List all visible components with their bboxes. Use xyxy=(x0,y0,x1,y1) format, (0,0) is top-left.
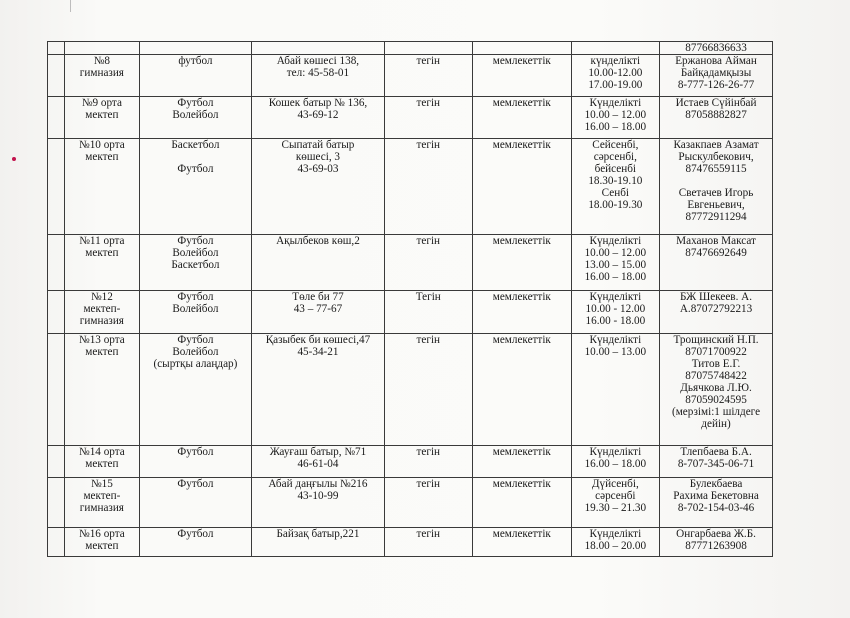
table-cell: Ержанова Айман Байқадамқызы 8-777-126-26-77 xyxy=(660,55,773,97)
table-cell: мемлекеттік xyxy=(473,55,572,97)
table-cell: Истаев Сүйінбай 87058882827 xyxy=(660,97,773,139)
table-cell: №9 орта мектеп xyxy=(65,97,139,139)
table-cell: мемлекеттік xyxy=(473,334,572,446)
table-cell: мемлекеттік xyxy=(473,139,572,235)
table-cell: Футбол Волейбол (сыртқы алаңдар) xyxy=(139,334,252,446)
table-cell xyxy=(384,42,472,55)
table-cell: БЖ Шекеев. А. А.87072792213 xyxy=(660,291,773,334)
table-row xyxy=(48,55,773,97)
table-cell: Футбол xyxy=(139,478,252,528)
table-cell: Булекбаева Рахима Бекетовна 8-702-154-03-46 xyxy=(660,478,773,528)
table-cell: №13 орта мектеп xyxy=(65,334,139,446)
row-margin-cell xyxy=(48,42,65,55)
table-cell: мемлекеттік xyxy=(473,446,572,478)
table-cell: футбол xyxy=(139,55,252,97)
table-row xyxy=(48,446,773,478)
table-cell: №16 орта мектеп xyxy=(65,528,139,557)
table-cell: Онгарбаева Ж.Б. 87771263908 xyxy=(660,528,773,557)
table-cell xyxy=(473,42,572,55)
table-cell xyxy=(252,42,384,55)
row-margin-cell xyxy=(48,334,65,446)
table-row xyxy=(48,478,773,528)
table-cell: Тлепбаева Б.А. 8-707-345-06-71 xyxy=(660,446,773,478)
table-cell: Күнделікті 10.00 – 12.00 13.00 – 15.00 16.00 – 18.00 xyxy=(571,235,659,291)
table-cell: Футбол Волейбол xyxy=(139,291,252,334)
table-cell: Күнделікті 10.00 – 12.00 16.00 – 18.00 xyxy=(571,97,659,139)
table-row xyxy=(48,528,773,557)
table-cell: Дүйсенбі, сәрсенбі 19.30 – 21.30 xyxy=(571,478,659,528)
table-cell: Казакпаев Азамат Рыскулбекович, 87476559115 Светачев Игорь Евгеньевич, 87772911294 xyxy=(660,139,773,235)
row-margin-cell xyxy=(48,528,65,557)
row-margin-cell xyxy=(48,446,65,478)
table-cell: Сыпатай батыр көшесі, 3 43-69-03 xyxy=(252,139,384,235)
table-cell: тегін xyxy=(384,446,472,478)
table-cell: тегін xyxy=(384,478,472,528)
row-margin-cell xyxy=(48,291,65,334)
table-cell: Футбол Волейбол xyxy=(139,97,252,139)
table-cell: Күнделікті 10.00 – 13.00 xyxy=(571,334,659,446)
sports-schedule-table xyxy=(47,41,773,557)
table-cell xyxy=(571,42,659,55)
table-cell: Күнделікті 16.00 – 18.00 xyxy=(571,446,659,478)
table-cell: Трощинский Н.П. 87071700922 Титов Е.Г. 87075748422 Дьячкова Л.Ю. 87059024595 (мерзімі:1 шілдеге дейін) xyxy=(660,334,773,446)
table-cell: 87766836633 xyxy=(660,42,773,55)
row-margin-cell xyxy=(48,55,65,97)
table-cell xyxy=(139,42,252,55)
table-cell: тегін xyxy=(384,97,472,139)
table-body xyxy=(48,42,773,557)
ink-dot xyxy=(12,157,16,161)
table-cell: №15 мектеп- гимназия xyxy=(65,478,139,528)
row-margin-cell xyxy=(48,478,65,528)
table-cell: Баскетбол Футбол xyxy=(139,139,252,235)
table-row xyxy=(48,97,773,139)
table-cell: Кошек батыр № 136, 43-69-12 xyxy=(252,97,384,139)
table-cell: Тегін xyxy=(384,291,472,334)
table-cell: тегін xyxy=(384,235,472,291)
table-cell: мемлекеттік xyxy=(473,291,572,334)
table-cell: мемлекеттік xyxy=(473,528,572,557)
table-cell: тегін xyxy=(384,55,472,97)
table-cell: күнделікті 10.00-12.00 17.00-19.00 xyxy=(571,55,659,97)
table-cell: тегін xyxy=(384,528,472,557)
table-cell: Күнделікті 18.00 – 20.00 xyxy=(571,528,659,557)
table-cell: Маханов Максат 87476692649 xyxy=(660,235,773,291)
table-cell: Футбол xyxy=(139,528,252,557)
table-cell: №8 гимназия xyxy=(65,55,139,97)
table-cell: №12 мектеп- гимназия xyxy=(65,291,139,334)
table-cell: Абай көшесі 138, тел: 45-58-01 xyxy=(252,55,384,97)
table-cell: тегін xyxy=(384,334,472,446)
table-cell: Сейсенбі, сәрсенбі, бейсенбі 18.30-19.10 Сенбі 18.00-19.30 xyxy=(571,139,659,235)
table-row xyxy=(48,291,773,334)
table-row xyxy=(48,235,773,291)
table-cell: мемлекеттік xyxy=(473,97,572,139)
table-cell: мемлекеттік xyxy=(473,478,572,528)
table-cell: Абай даңғылы №216 43-10-99 xyxy=(252,478,384,528)
table-cell: Футбол Волейбол Баскетбол xyxy=(139,235,252,291)
table-cell: Жауғаш батыр, №71 46-61-04 xyxy=(252,446,384,478)
table-cell: Футбол xyxy=(139,446,252,478)
table-row xyxy=(48,139,773,235)
row-margin-cell xyxy=(48,139,65,235)
table-row xyxy=(48,334,773,446)
table-cell: тегін xyxy=(384,139,472,235)
table-cell: Ақылбеков көш,2 xyxy=(252,235,384,291)
table-cell: Байзақ батыр,221 xyxy=(252,528,384,557)
table-cell: Қазыбек би көшесі,47 45-34-21 xyxy=(252,334,384,446)
table-cell: Төле би 77 43 – 77-67 xyxy=(252,291,384,334)
row-margin-cell xyxy=(48,235,65,291)
table-cell: №11 орта мектеп xyxy=(65,235,139,291)
table-cell: №10 орта мектеп xyxy=(65,139,139,235)
table-cell: мемлекеттік xyxy=(473,235,572,291)
table-row xyxy=(48,42,773,55)
row-margin-cell xyxy=(48,97,65,139)
table-cell: №14 орта мектеп xyxy=(65,446,139,478)
table-cell xyxy=(65,42,139,55)
table-cell: Күнделікті 10.00 - 12.00 16.00 - 18.00 xyxy=(571,291,659,334)
page-fold-line xyxy=(70,0,71,12)
